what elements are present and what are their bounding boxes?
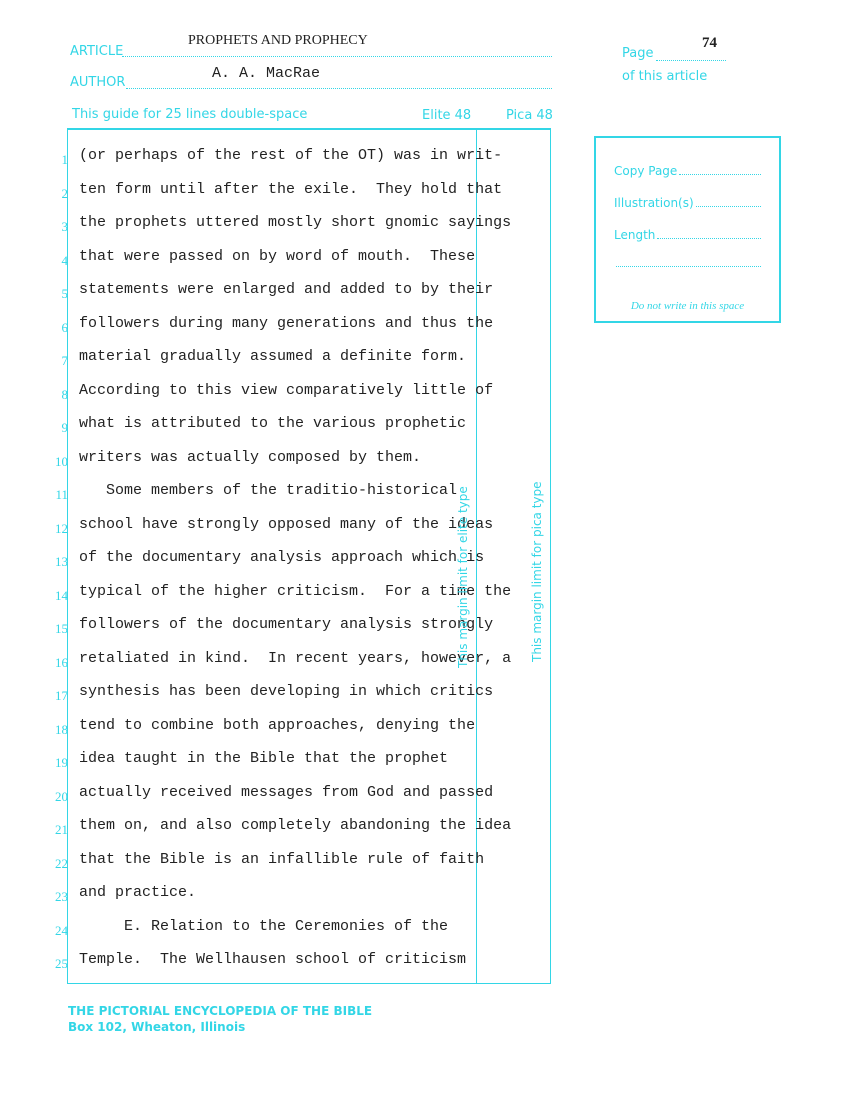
text-line: that the Bible is an infallible rule of faith [79, 850, 485, 868]
line-number: 14 [55, 587, 68, 603]
text-line: that were passed on by word of mouth. These [79, 247, 476, 265]
of-this-article: of this article [622, 69, 708, 84]
pica-count: Pica 48 [506, 108, 553, 123]
page-number: 74 [702, 35, 717, 51]
line-number: 22 [55, 855, 68, 871]
footer-address: Box 102, Wheaton, Illinois [68, 1020, 246, 1034]
line-number: 2 [61, 185, 68, 201]
line-number: 11 [55, 487, 68, 502]
line-number: 13 [55, 554, 68, 569]
text-line: followers of the documentary analysis strongly [79, 616, 494, 633]
line-number: 9 [61, 420, 68, 435]
line-number: 5 [61, 286, 68, 301]
line-number: 12 [55, 520, 68, 536]
do-not-write-note: Do not write in this space [630, 300, 745, 312]
text-line: what is attributed to the various prophetic [79, 415, 467, 432]
line-number: 25 [55, 956, 68, 971]
text-line: followers during many generations and thus the [79, 314, 494, 332]
article-title: PROPHETS AND PROPHECY [188, 33, 368, 48]
line-number: 3 [61, 219, 68, 234]
line-number: 7 [61, 353, 68, 368]
line-number: 10 [55, 453, 68, 469]
text-line: ten form until after the exile. They hold that [79, 180, 503, 198]
blank-field [614, 258, 761, 270]
line-number: 23 [55, 889, 68, 904]
line-number: 18 [55, 721, 68, 737]
length-field: Length [614, 228, 761, 242]
copy-page-field: Copy Page [614, 164, 761, 178]
line-number: 1 [61, 152, 68, 167]
text-line: E. Relation to the Ceremonies of the [79, 917, 449, 935]
text-line: typical of the higher criticism. For a time the [79, 582, 512, 600]
editorial-box [594, 136, 781, 323]
text-line: According to this view comparatively little of [79, 381, 494, 399]
line-number: 20 [55, 788, 68, 804]
author-name: A. A. MacRae [212, 65, 321, 82]
text-line: (or perhaps of the rest of the OT) was in writ- [79, 147, 503, 164]
page-dotted-line [656, 60, 726, 61]
text-line: tend to combine both approaches, denying the [79, 716, 476, 734]
text-line: actually received messages from God and passed [79, 783, 494, 801]
text-line: Temple. The Wellhausen school of criticism [79, 951, 467, 968]
line-number: 8 [61, 386, 68, 402]
guide-text: This guide for 25 lines double-space [72, 107, 308, 122]
line-number: 19 [55, 755, 68, 770]
text-line: material gradually assumed a definite form. [79, 348, 467, 365]
text-line: and practice. [79, 884, 197, 901]
author-label: AUTHOR [70, 75, 126, 90]
elite-count: Elite 48 [422, 108, 472, 123]
text-line: the prophets uttered mostly short gnomic sayings [79, 214, 512, 231]
illustrations-field: Illustration(s) [614, 196, 761, 210]
line-number: 6 [61, 319, 68, 335]
text-line: writers was actually composed by them. [79, 448, 422, 466]
text-line: idea taught in the Bible that the prophet [79, 750, 449, 767]
text-line: school have strongly opposed many of the ideas [79, 515, 494, 533]
text-line: them on, and also completely abandoning the idea [79, 817, 512, 834]
text-line: synthesis has been developing in which critics [79, 683, 494, 700]
text-line: retaliated in kind. In recent years, however, a [79, 649, 512, 667]
author-dotted-line [126, 88, 552, 89]
line-number: 17 [55, 688, 68, 703]
line-number: 24 [55, 922, 68, 938]
line-number: 4 [61, 252, 68, 268]
line-number: 21 [55, 822, 68, 837]
text-line: Some members of the traditio-historical [79, 482, 458, 499]
footer-publisher: THE PICTORIAL ENCYCLOPEDIA OF THE BIBLE [68, 1004, 373, 1018]
pica-margin-label: This margin limit for pica type [530, 481, 544, 662]
text-line: statements were enlarged and added to by their [79, 281, 494, 298]
line-number: 16 [55, 654, 68, 670]
elite-margin-label: This margin limit for elite type [456, 486, 470, 668]
line-number: 15 [55, 621, 68, 636]
text-line: of the documentary analysis approach which is [79, 549, 485, 566]
page-label: Page [622, 46, 654, 61]
article-dotted-line [122, 56, 552, 57]
article-label: ARTICLE [70, 44, 124, 59]
